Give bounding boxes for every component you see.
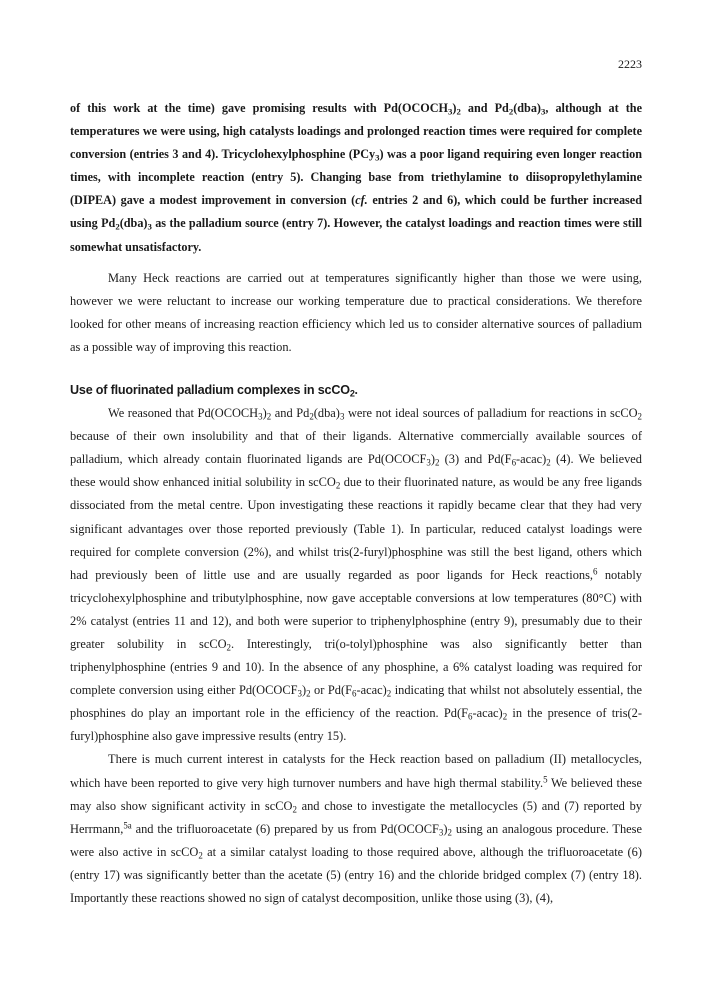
paragraph-2: Many Heck reactions are carried out at temperatures significantly higher than those we were using, however we were reluctant to increase our working temperature due to practical considerations. We therefore looked for other means of increasing reaction efficiency which led us to consider alternative sources of palladium as a possible way of improving this reaction. (70, 270, 642, 354)
page-number: 2223 (618, 57, 642, 71)
section-heading-tail: . (354, 383, 358, 398)
paragraph-3: We reasoned that $Pd(OCOCH_3)_2$ and $Pd_2(dba)_3$ were not ideal sources of palladium for reactions in scCO$_2$ because of their own insolubility and that of their ligands. Alternative commercially available sources of palladium, which already contain fluorinated ligands are $Pd(OCOCF_3)_2$ (3) and $Pd(F_6-acac)_2$ (4). We believed these would show enhanced initial solubility in scCO$_2$ due to their fluorinated nature, as would be any free ligands dissociated from the metal centre. Upon investigating these reactions it rapidly became clear that they had very significant advantages over those reported previously (Table 1). In particular, reduced catalyst loadings were required for complete conversion (2%), and whilst tris(2-furyl)phosphine was still the best ligand, others which had previously been of little use and are usually regarded as poor ligands for Heck reactions,$^6$ notably tricyclohexylphosphine and tributylphosphine, now gave acceptable conversions at low temperatures (80°C) with 2% catalyst (entries 11 and 12), and both were superior to triphenylphosphine (entry 9), presumably due to their greater solubility in scCO$_2$. Interestingly, tri(o-tolyl)phosphine was also significantly better than triphenylphosphine (entries 9 and 10). In the absence of any phosphine, a 6% catalyst loading was required for complete conversion using either $Pd(OCOCF_3)_2$ or $Pd(F_6-acac)_2$ indicating that whilst not absolutely essential, the phosphines do play an important role in the efficiency of the reaction. $Pd(F_6-acac)_2$ in the presence of tris(2-furyl)phosphine also gave impressive results (entry 15). (70, 406, 643, 744)
article-body (70, 97, 642, 910)
section-heading-text: Use of fluorinated palladium complexes in scCO (70, 383, 350, 398)
paragraph-1: of this work at the time) gave promising results with $Pd(OCOCH_3)_2$ and $Pd_2(dba)_3$, although at the temperatures we were using, high catalysts loadings and prolonged reaction times were required for complete conversion (entries 3 and 4). Tricyclohexylphosphine (PCy$_3$) was a poor ligand requiring even longer reaction times, with incomplete reaction (entry 5). Changing base from triethylamine to diisopropylethylamine (DIPEA) gave a modest improvement in conversion (cf. entries 2 and 6), which could be further increased using $Pd_2(dba)_3$ as the palladium source (entry 7). However, the catalyst loadings and reaction times were still somewhat unsatisfactory. (70, 101, 643, 254)
section-heading (70, 379, 642, 402)
section-heading-subscript: 2 (349, 388, 355, 399)
paragraph-4: There is much current interest in catalysts for the Heck reaction based on palladium (II) metallocycles, which have been reported to give very high turnover numbers and have high thermal stability.$^5$ We believed these may also show significant activity in scCO$_2$ and chose to investigate the metallocycles (5) and (7) reported by Herrmann,$^{5a}$ and the trifluoroacetate (6) prepared by us from $Pd(OCOCF_3)_2$ using an analogous procedure. These were also active in scCO$_2$ at a similar catalyst loading to those required above, although the trifluoroacetate (6) (entry 17) was significantly better than the acetate (5) (entry 16) and the chloride bridged complex (7) (entry 18). Importantly these reactions showed no sign of catalyst decomposition, unlike those using (3), (4), (70, 752, 643, 905)
